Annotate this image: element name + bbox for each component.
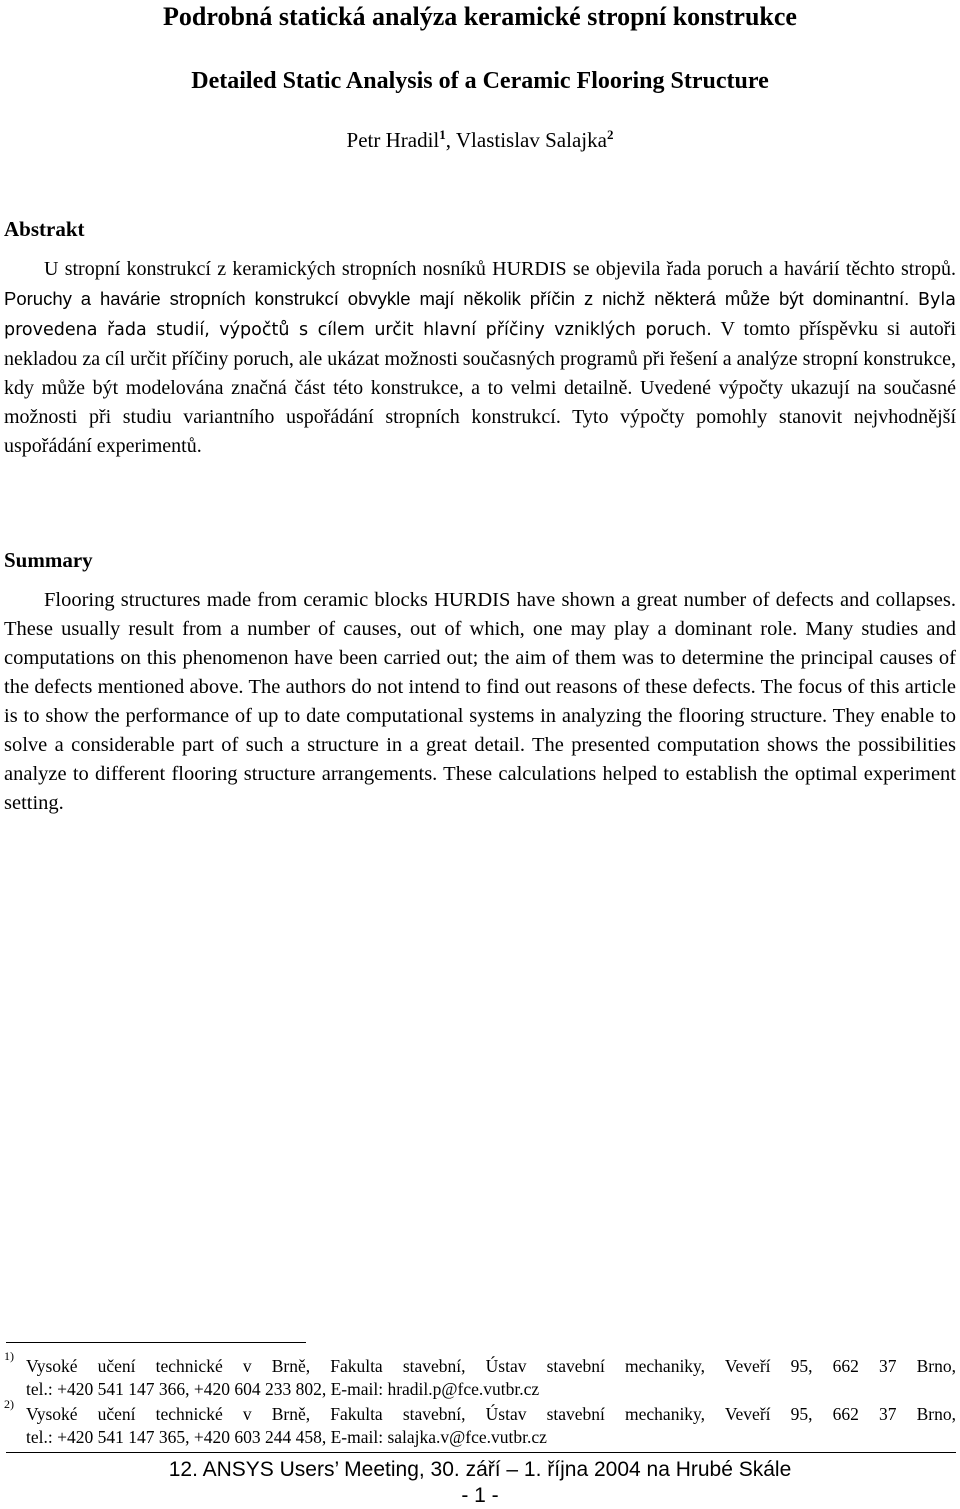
footnote-1-line-2: tel.: +420 541 147 366, +420 604 233 802, E-mail: hradil.p@fce.vutbr.cz [26, 1379, 540, 1399]
footer-meeting-info: 12. ANSYS Users’ Meeting, 30. září – 1. října 2004 na Hrubé Skále [168, 1458, 792, 1481]
footnote-1-line-1: Vysoké učení technické v Brně, Fakulta stavební, Ústav stavební mechaniky, Veveří 95, 662 37 Brno, [26, 1356, 956, 1376]
title-czech: Podrobná statická analýza keramické stropní konstrukce [163, 2, 797, 31]
footnote-2-mark: 2) [4, 1397, 14, 1411]
author-1-affiliation-mark: 1 [439, 127, 446, 142]
abstract-sentence-6: Tyto výpočty pomohly stanovit nejvhodnější uspořádání experimentů. [4, 406, 957, 457]
summary-paragraph: Flooring structures made from ceramic blocks HURDIS have shown a great number of defects and collapses. These usually result from a number of causes, out of which, one may play a dominant role. Many studies and computations on this phenomenon have been carried out; the aim of them was to determine the principal causes of the defects mentioned above. The authors do not intend to find out reasons of these defects. The focus of this article is to show the performance of up to date computational systems in analyzing the flooring structure. They enable to solve a considerable part of such a structure in a great detail. The presented computation shows the possibilities analyze to different flooring structure arrangements. These calculations helped to establish the optimal experiment setting. [4, 589, 956, 814]
footnote-2 [4, 1397, 956, 1449]
abstract-paragraph [4, 255, 956, 461]
abstract-sentence-5: Uvedené výpočty ukazují na současné možnosti při studiu variantního uspořádání stropních konstrukcí. [4, 377, 957, 428]
footer-divider [6, 1452, 956, 1453]
summary-heading: Summary [4, 548, 93, 572]
abstract-sentence-1: U stropní konstrukcí z keramických stropních nosníků HURDIS se objevila řada poruch a havárií těchto stropů. [44, 258, 956, 280]
author-1: Petr Hradil [346, 128, 440, 152]
abstract-sentence-4: V tomto příspěvku si autoři nekladou za cíl určit příčiny poruch, ale ukázat možnosti současných programů při řešení a analýze stropní konstrukce, kdy může být modelována značná část této konstrukce, a to velmi detailně. [4, 318, 957, 399]
footnote-2-line-1: Vysoké učení technické v Brně, Fakulta stavební, Ústav stavební mechaniky, Veveří 95, 662 37 Brno, [26, 1404, 956, 1424]
author-2-affiliation-mark: 2 [606, 127, 614, 142]
author-list [0, 124, 960, 156]
abstract-sentence-3: Byla provedena řada studií, výpočtů s cílem určit hlavní příčiny vzniklých poruch. [4, 290, 956, 340]
author-separator: , [445, 128, 456, 152]
abstract-sentence-2: Poruchy a havárie stropních konstrukcí obvykle mají několik příčin z nichž některá může být dominantní. [4, 288, 910, 309]
abstract-heading: Abstrakt [4, 217, 85, 241]
footnote-2-line-2: tel.: +420 541 147 365, +420 603 244 458, E-mail: salajka.v@fce.vutbr.cz [26, 1427, 547, 1447]
footnote-separator [6, 1342, 306, 1343]
page-number: - 1 - [461, 1484, 499, 1507]
title-english: Detailed Static Analysis of a Ceramic Flooring Structure [191, 68, 769, 94]
footnote-1-mark: 1) [4, 1349, 14, 1363]
author-2: Vlastislav Salajka [455, 128, 607, 152]
footnote-1 [4, 1349, 956, 1401]
